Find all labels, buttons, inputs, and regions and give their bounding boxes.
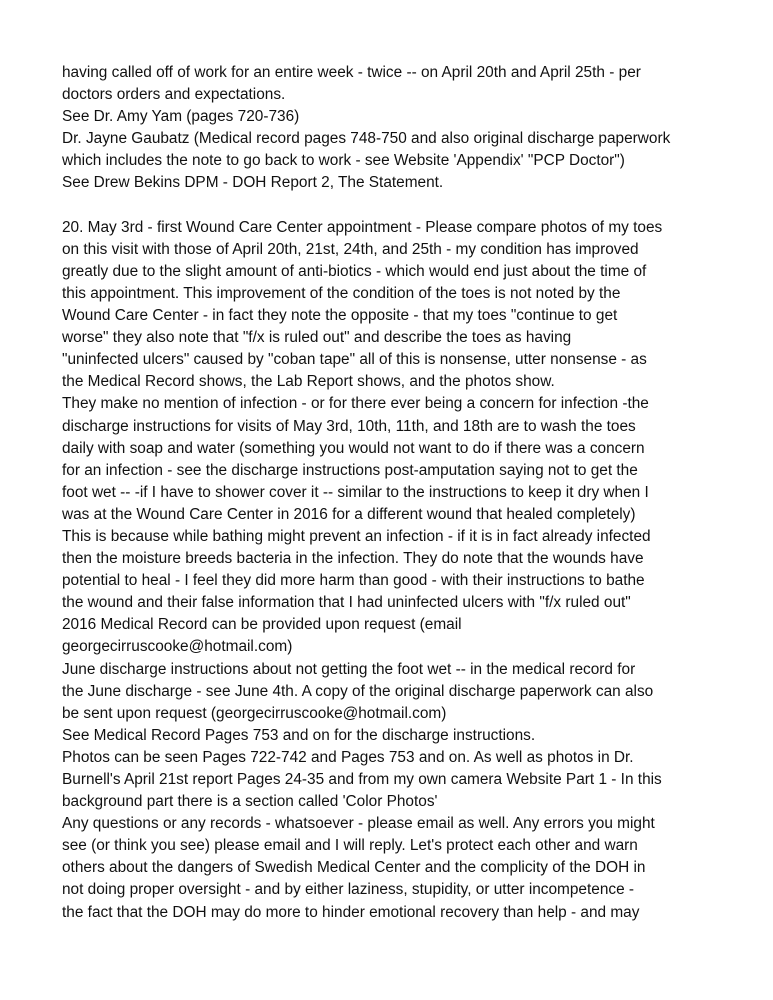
text-line: Burnell's April 21st report Pages 24-35 and from my own camera Website Part 1 - In this <box>62 771 662 788</box>
text-line: georgecirruscooke@hotmail.com) <box>62 638 293 656</box>
text-line: others about the dangers of Swedish Medical Center and the complicity of the DOH in <box>62 859 646 877</box>
text-line: See Drew Bekins DPM - DOH Report 2, The Statement. <box>62 174 444 192</box>
text-line: potential to heal - I feel they did more harm than good - with their instructions to bathe <box>62 572 645 590</box>
text-line: June discharge instructions about not getting the foot wet -- in the medical record for <box>62 660 636 678</box>
text-line: background part there is a section called 'Color Photos' <box>62 793 438 811</box>
text-line: which includes the note to go back to work - see Website 'Appendix' "PCP Doctor") <box>62 152 625 170</box>
text-line: "uninfected ulcers" caused by "coban tape" all of this is nonsense, utter nonsense - as <box>62 351 647 369</box>
text-line: the June discharge - see June 4th. A copy of the original discharge paperwork can also <box>62 682 654 700</box>
text-line: Wound Care Center - in fact they note the opposite - that my toes "continue to get <box>62 307 618 325</box>
document-page <box>62 62 752 924</box>
text-line: They make no mention of infection - or for there ever being a concern for infection -the <box>62 395 649 413</box>
text-line: not doing proper oversight - and by either laziness, stupidity, or utter incompetence - <box>62 881 635 899</box>
text-line: the wound and their false information that I had uninfected ulcers with "f/x ruled out" <box>62 594 631 612</box>
text-line: worse" they also note that "f/x is ruled out" and describe the toes as having <box>62 329 572 347</box>
text-line: for an infection - see the discharge instructions post-amputation saying not to get the <box>62 461 638 479</box>
text-line: 2016 Medical Record can be provided upon request (email <box>62 616 462 634</box>
text-line: then the moisture breeds bacteria in the infection. They do note that the wounds have <box>62 550 644 568</box>
text-line: Photos can be seen Pages 722-742 and Pages 753 and on. As well as photos in Dr. <box>62 748 634 766</box>
text-line: be sent upon request (georgecirruscooke@hotmail.com) <box>62 704 447 722</box>
text-line: See Dr. Amy Yam (pages 720-736) <box>62 108 300 126</box>
text-line: on this visit with those of April 20th, 21st, 24th, and 25th - my condition has improved <box>62 240 639 258</box>
text-line: discharge instructions for visits of May 3rd, 10th, 11th, and 18th are to wash the toes <box>62 417 636 435</box>
text-line: Dr. Jayne Gaubatz (Medical record pages 748-750 and also original discharge paperwork <box>62 130 671 148</box>
text-line: foot wet -- -if I have to shower cover it -- similar to the instructions to keep it dry when I <box>62 483 649 501</box>
text-line: the fact that the DOH may do more to hinder emotional recovery than help - and may <box>62 903 640 921</box>
text-line: was at the Wound Care Center in 2016 for a different wound that healed completely) <box>62 505 636 523</box>
blank-line <box>62 195 752 217</box>
text-line: having called off of work for an entire week - twice -- on April 20th and April 25th - per <box>62 64 641 81</box>
text-line: daily with soap and water (something you would not want to do if there was a concern <box>62 439 645 457</box>
text-line: see (or think you see) please email and I will reply. Let's protect each other and warn <box>62 837 638 855</box>
text-line: See Medical Record Pages 753 and on for the discharge instructions. <box>62 726 536 744</box>
text-line: This is because while bathing might prevent an infection - if it is in fact already infected <box>62 527 651 545</box>
text-line: 20. May 3rd - first Wound Care Center appointment - Please compare photos of my toes <box>62 218 663 236</box>
text-line: Any questions or any records - whatsoever - please email as well. Any errors you might <box>62 815 655 833</box>
text-line: doctors orders and expectations. <box>62 86 286 104</box>
text-line: greatly due to the slight amount of anti-biotics - which would end just about the time of <box>62 262 647 280</box>
text-line: the Medical Record shows, the Lab Report shows, and the photos show. <box>62 373 555 391</box>
text-line: this appointment. This improvement of the condition of the toes is not noted by the <box>62 284 621 302</box>
